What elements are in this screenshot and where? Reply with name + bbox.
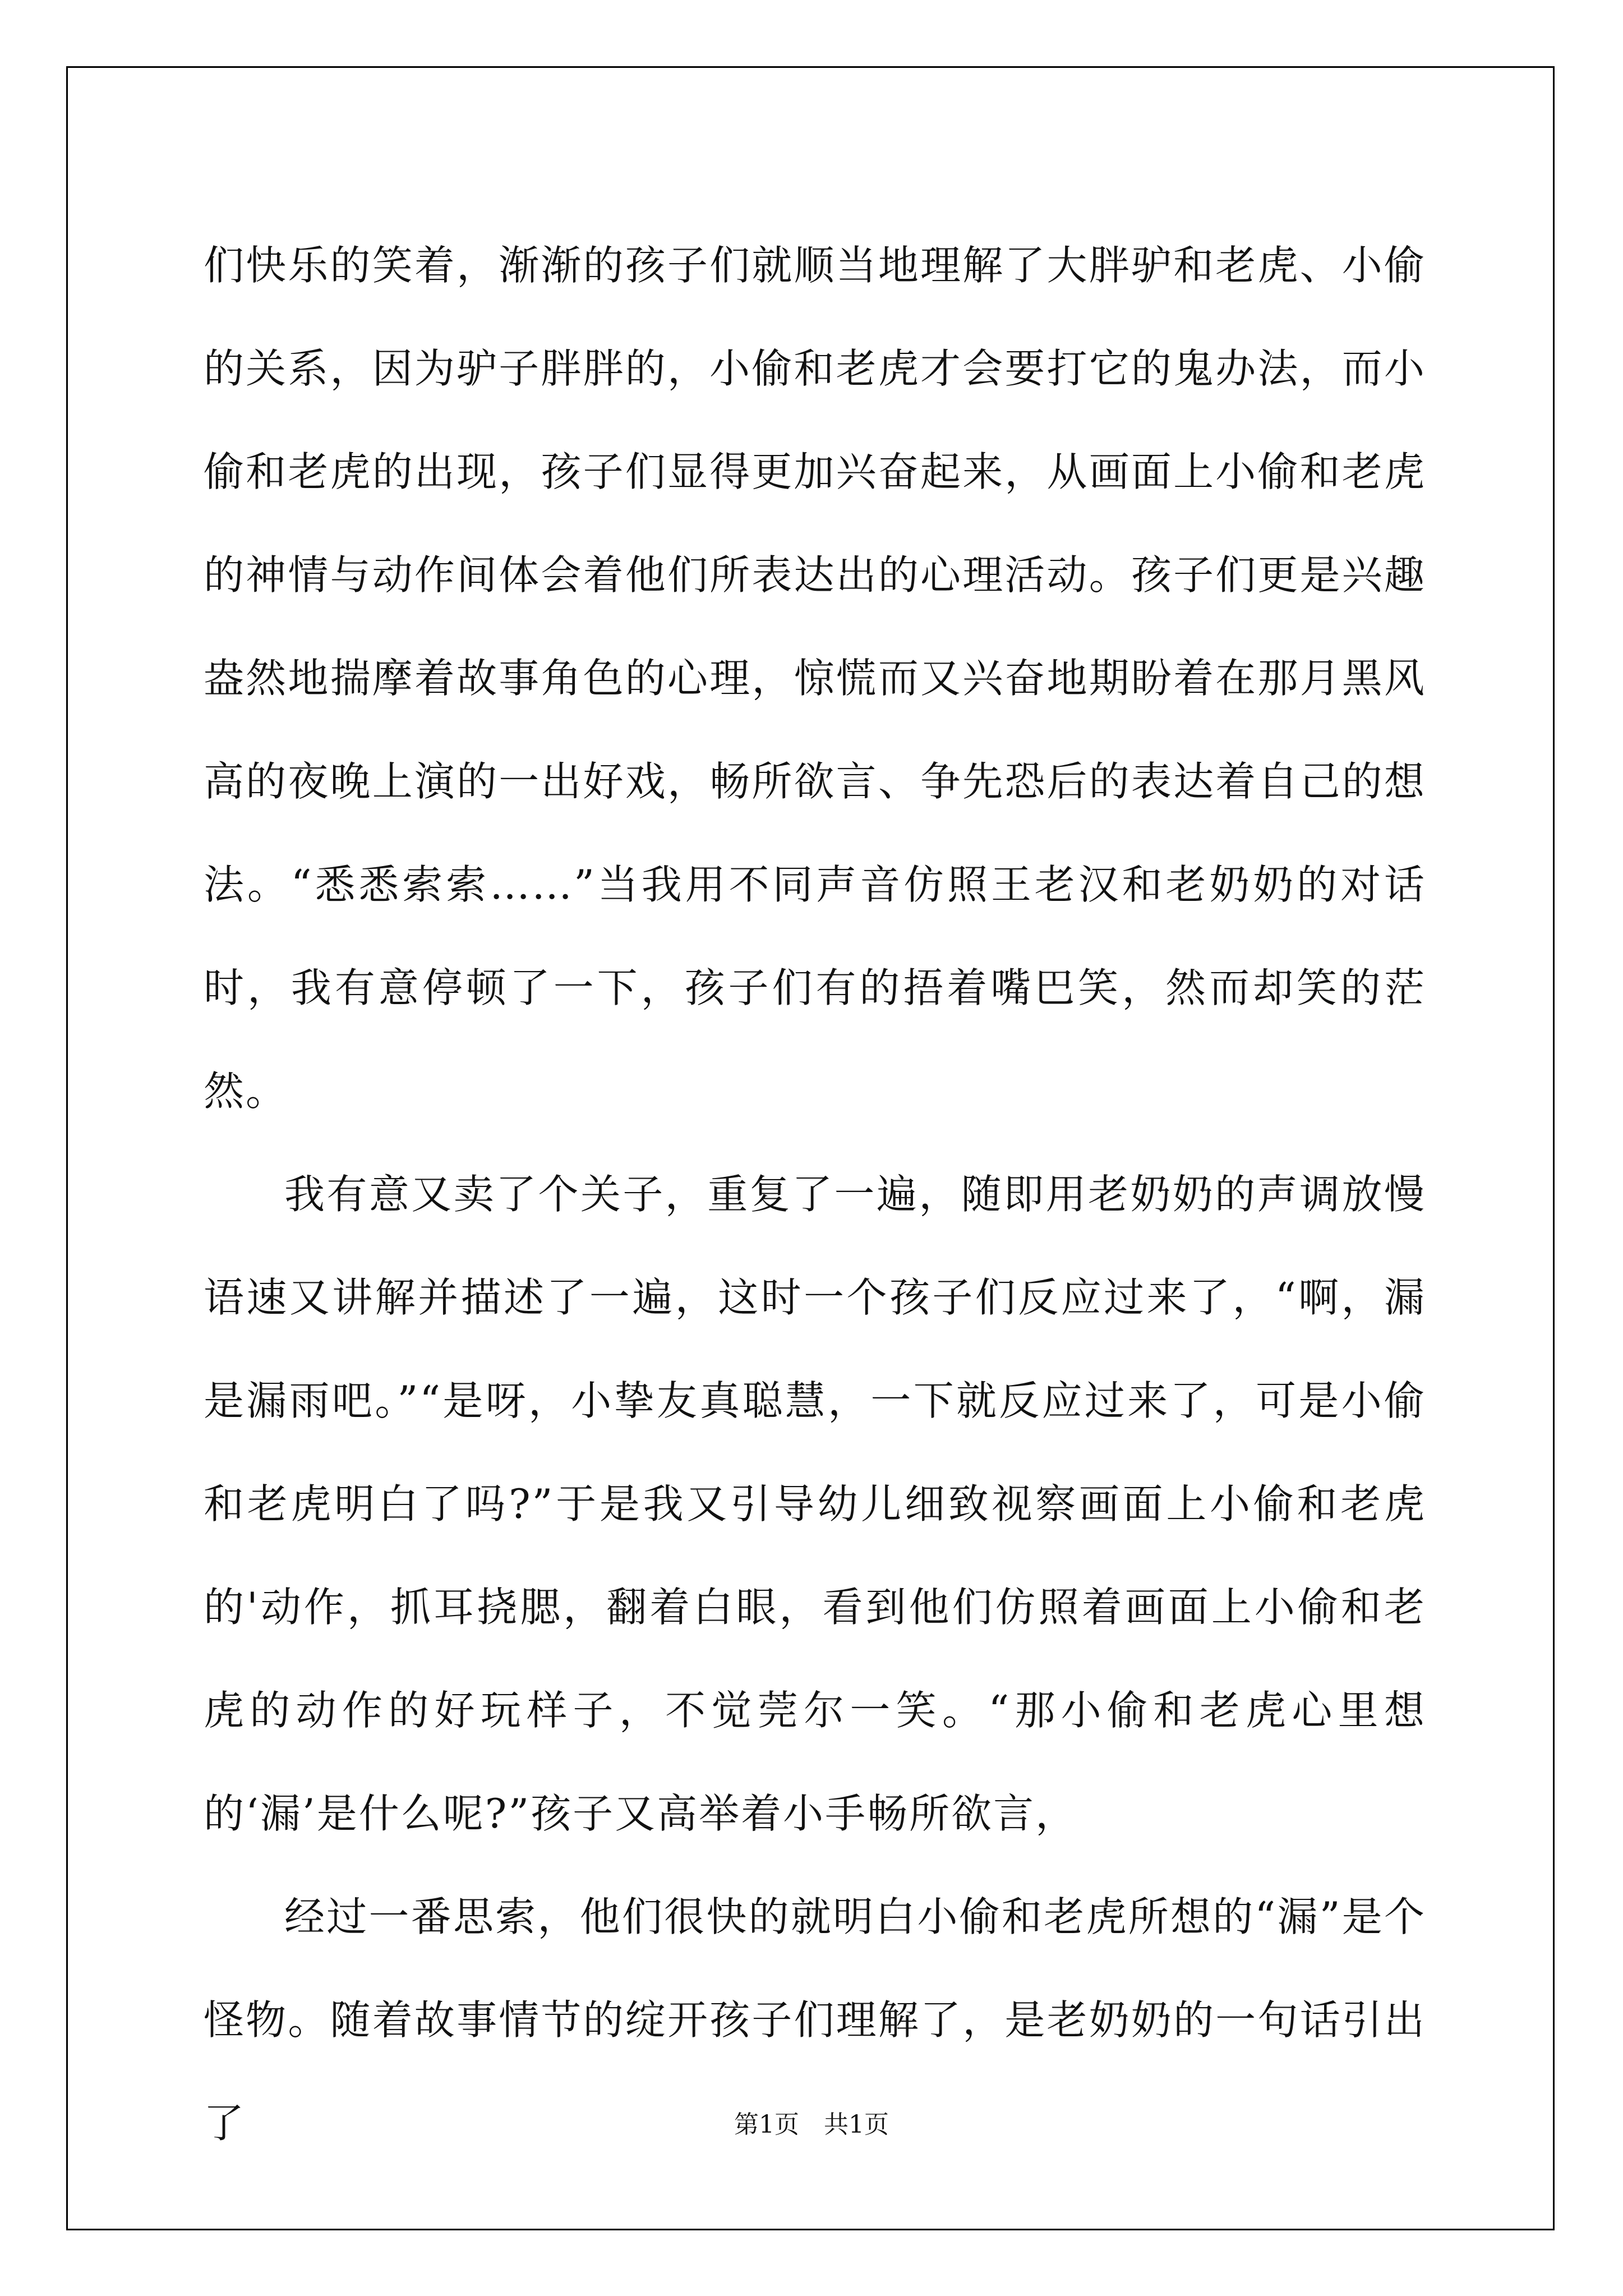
- document-body: [204, 214, 1426, 2175]
- paragraph-2: 我有意又卖了个关子，重复了一遍，随即用老奶奶的声调放慢语速又讲解并描述了一遍，这时一个孩子们反应过来了，“啊，漏是漏雨吧。”“是呀，小挚友真聪慧，一下就反应过来了，可是小偷和老虎明白了吗?”于是我又引导幼儿细致视察画面上小偷和老虎的'动作，抓耳挠腮，翻着白眼，看到他们仿照着画面上小偷和老虎的动作的好玩样子，不觉莞尔一笑。“那小偷和老虎心里想的‘漏’是什么呢?”孩子又高举着小手畅所欲言，: [204, 1171, 1426, 1837]
- paragraph-3: 经过一番思索，他们很快的就明白小偷和老虎所想的“漏”是个怪物。随着故事情节的绽开孩子们理解了，是老奶奶的一句话引出了: [204, 1893, 1426, 2147]
- paragraph-1: 们快乐的笑着，渐渐的孩子们就顺当地理解了大胖驴和老虎、小偷的关系，因为驴子胖胖的，小偷和老虎才会要打它的鬼办法，而小偷和老虎的出现，孩子们显得更加兴奋起来，从画面上小偷和老虎的神情与动作间体会着他们所表达出的心理活动。孩子们更是兴趣盎然地揣摩着故事角色的心理，惊慌而又兴奋地期盼着在那月黑风高的夜晚上演的一出好戏，畅所欲言、争先恐后的表达着自己的想法。“悉悉索索……”当我用不同声音仿照王老汉和老奶奶的对话时，我有意停顿了一下，孩子们有的捂着嘴巴笑，然而却笑的茫然。: [204, 242, 1426, 1115]
- page-footer: 第1页 共1页: [734, 2110, 889, 2139]
